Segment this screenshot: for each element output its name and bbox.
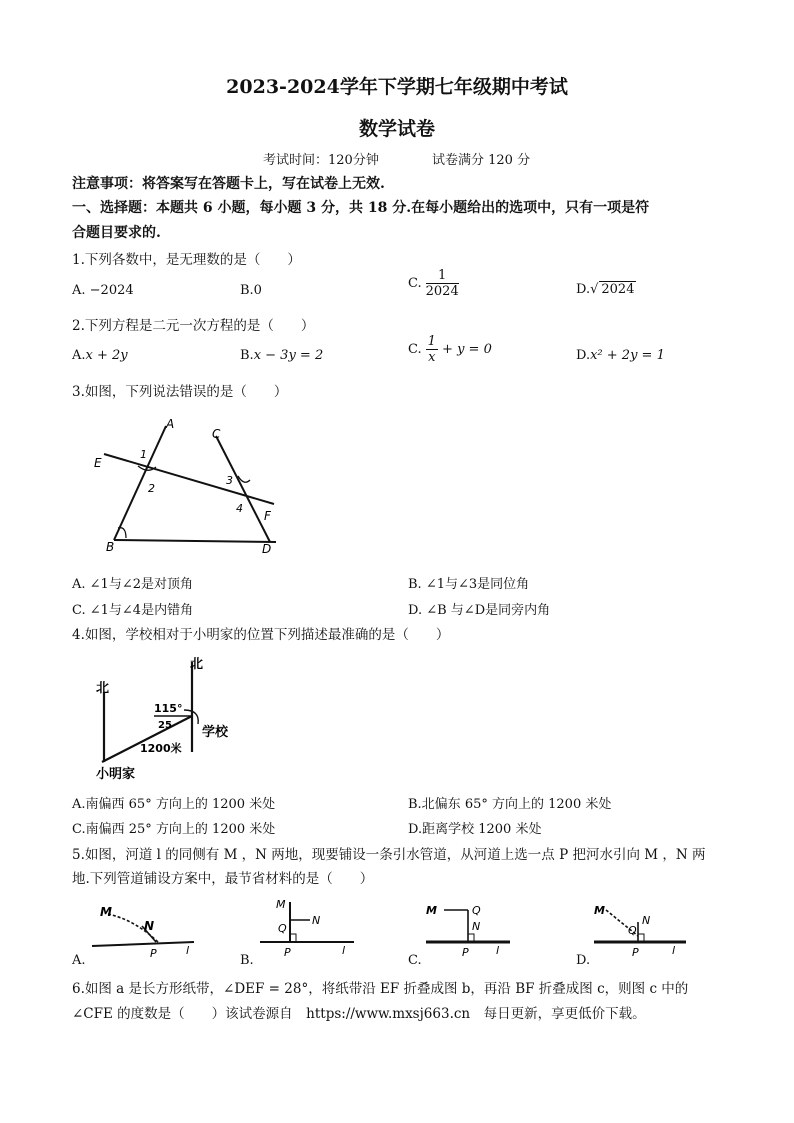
label-angle-25: 25 (158, 720, 172, 731)
label-p: P (150, 947, 157, 960)
q4-figure (92, 652, 262, 782)
q1-option-c-prefix: C. (408, 276, 422, 291)
q3-option-a: A. ∠1与∠2是对顶角 (72, 577, 193, 592)
label-p: P (284, 946, 291, 959)
label-q: Q (278, 922, 287, 935)
exam-subtitle: 数学试卷 (358, 118, 435, 140)
label-angle-4: 4 (236, 502, 243, 515)
q3-figure (86, 412, 286, 562)
q3-stem: 3.如图，下列说法错误的是（ ） (72, 384, 288, 400)
option-prefix: C. (408, 342, 422, 357)
q5-stem-line2: 地.下列管道铺设方案中，最节省材料的是（ ） (72, 871, 374, 887)
option-expression-rest: + y = 0 (442, 342, 492, 357)
q1-option-d (576, 281, 636, 297)
label-p: P (632, 946, 639, 959)
q5-figure-a (90, 898, 200, 960)
label-e: E (94, 456, 102, 470)
label-angle-2: 2 (148, 482, 155, 495)
q5-option-c: C. (408, 953, 422, 968)
notice: 注意事项：将答案写在答题卡上，写在试卷上无效. (72, 176, 385, 192)
fraction-numerator: 1 (426, 268, 459, 284)
label-f: F (264, 509, 271, 523)
label-q: Q (472, 904, 481, 917)
option-expression: x² + 2y = 1 (590, 348, 665, 363)
exam-title: 2023-2024学年下学期七年级期中考试 (226, 76, 568, 98)
fraction-denominator: 2024 (425, 284, 459, 299)
label-m: M (276, 898, 286, 911)
option-prefix: D. (576, 348, 591, 363)
q1-option-b: B.0 (240, 283, 262, 298)
q1-option-a: A. −2024 (72, 283, 134, 298)
q2-stem: 2.下列方程是二元一次方程的是（ ） (72, 318, 315, 334)
q5-figure-b (258, 896, 358, 960)
q1-stem: 1.下列各数中，是无理数的是（ ） (72, 252, 301, 268)
q3-option-c: C. ∠1与∠4是内错角 (72, 603, 194, 618)
q4-option-c: C.南偏西 25° 方向上的 1200 米处 (72, 822, 276, 837)
q3-option-d: D. ∠B 与∠D是同旁内角 (408, 603, 551, 618)
q4-stem: 4.如图，学校相对于小明家的位置下列描述最准确的是（ ） (72, 627, 450, 643)
q2-option-b (240, 348, 323, 363)
q1-option-c (408, 268, 459, 299)
q4-option-d: D.距离学校 1200 米处 (408, 822, 542, 837)
label-angle-3: 3 (226, 474, 233, 487)
label-distance: 1200米 (140, 742, 182, 755)
label-c: C (212, 427, 221, 441)
fraction-numerator: 1 (427, 334, 436, 349)
label-l: l (342, 944, 346, 957)
option-prefix: A. (72, 348, 86, 363)
q2-option-d (576, 348, 665, 363)
option-expression: x + 2y (85, 348, 128, 363)
q5-option-d: D. (576, 953, 591, 968)
sqrt-radicand: 2024 (601, 282, 635, 297)
q5-option-b: B. (240, 953, 254, 968)
section1-line2: 合题目要求的. (72, 225, 161, 241)
q5-figure-d (592, 896, 692, 960)
label-n: N (642, 914, 651, 927)
q4-option-b: B.北偏东 65° 方向上的 1200 米处 (408, 797, 612, 812)
sqrt-icon: √ (590, 282, 599, 297)
label-angle-115: 115° (154, 702, 183, 715)
label-m: M (594, 904, 605, 917)
exam-time: 考试时间：120分钟 (263, 153, 379, 168)
q4-option-a: A.南偏西 65° 方向上的 1200 米处 (72, 797, 276, 812)
label-l: l (496, 944, 500, 957)
label-n: N (144, 919, 155, 933)
line-ab (114, 426, 166, 540)
line-bd (114, 540, 276, 542)
label-m: M (426, 904, 437, 917)
label-angle-1: 1 (140, 448, 147, 461)
q2-option-a (72, 348, 128, 363)
label-p: P (462, 946, 469, 959)
line-ef (104, 454, 274, 504)
q5-stem-line1: 5.如图，河道 l 的同侧有 M ，N 两地，现要铺设一条引水管道，从河道上选一点 P 把河水引向 M ，N 两 (72, 847, 706, 863)
label-l: l (186, 944, 190, 957)
label-north-school: 北 (190, 657, 204, 672)
label-north-home: 北 (96, 681, 110, 696)
q5-figure-c (424, 896, 514, 960)
q6-line2: ∠CFE 的度数是（ ）该试卷源自 https://www.mxsj663.cn 每日更新，享更低价下载。 (72, 1006, 646, 1022)
label-l: l (672, 944, 676, 957)
q3-option-b: B. ∠1与∠3是同位角 (408, 577, 530, 592)
fraction-denominator: x (428, 350, 436, 365)
q5-option-a: A. (72, 953, 86, 968)
label-home: 小明家 (96, 767, 136, 782)
label-n: N (472, 920, 481, 933)
label-d: D (262, 542, 272, 556)
label-school: 学校 (202, 725, 229, 740)
label-n: N (312, 914, 321, 927)
section1-line1: 一、选择题：本题共 6 小题，每小题 3 分，共 18 分.在每小题给出的选项中，只有一项是符 (72, 200, 650, 216)
label-a: A (166, 417, 175, 431)
q2-option-c-fraction (426, 334, 438, 365)
q6-line1: 6.如图 a 是长方形纸带，∠DEF = 28°，将纸带沿 EF 折叠成图 b，再沿 BF 折叠成图 c，则图 c 中的 (72, 981, 689, 997)
label-b: B (106, 540, 115, 554)
label-m: M (100, 905, 112, 919)
q1-option-c-fraction (426, 268, 459, 299)
path-home-school (102, 716, 192, 762)
label-q: Q (628, 924, 637, 937)
option-prefix: B. (240, 348, 254, 363)
full-score: 试卷满分 120 分 (432, 153, 531, 168)
river-line (92, 942, 194, 946)
option-expression: x − 3y = 2 (253, 348, 324, 363)
q1-option-d-prefix: D. (576, 282, 591, 297)
q2-option-c (408, 334, 492, 365)
